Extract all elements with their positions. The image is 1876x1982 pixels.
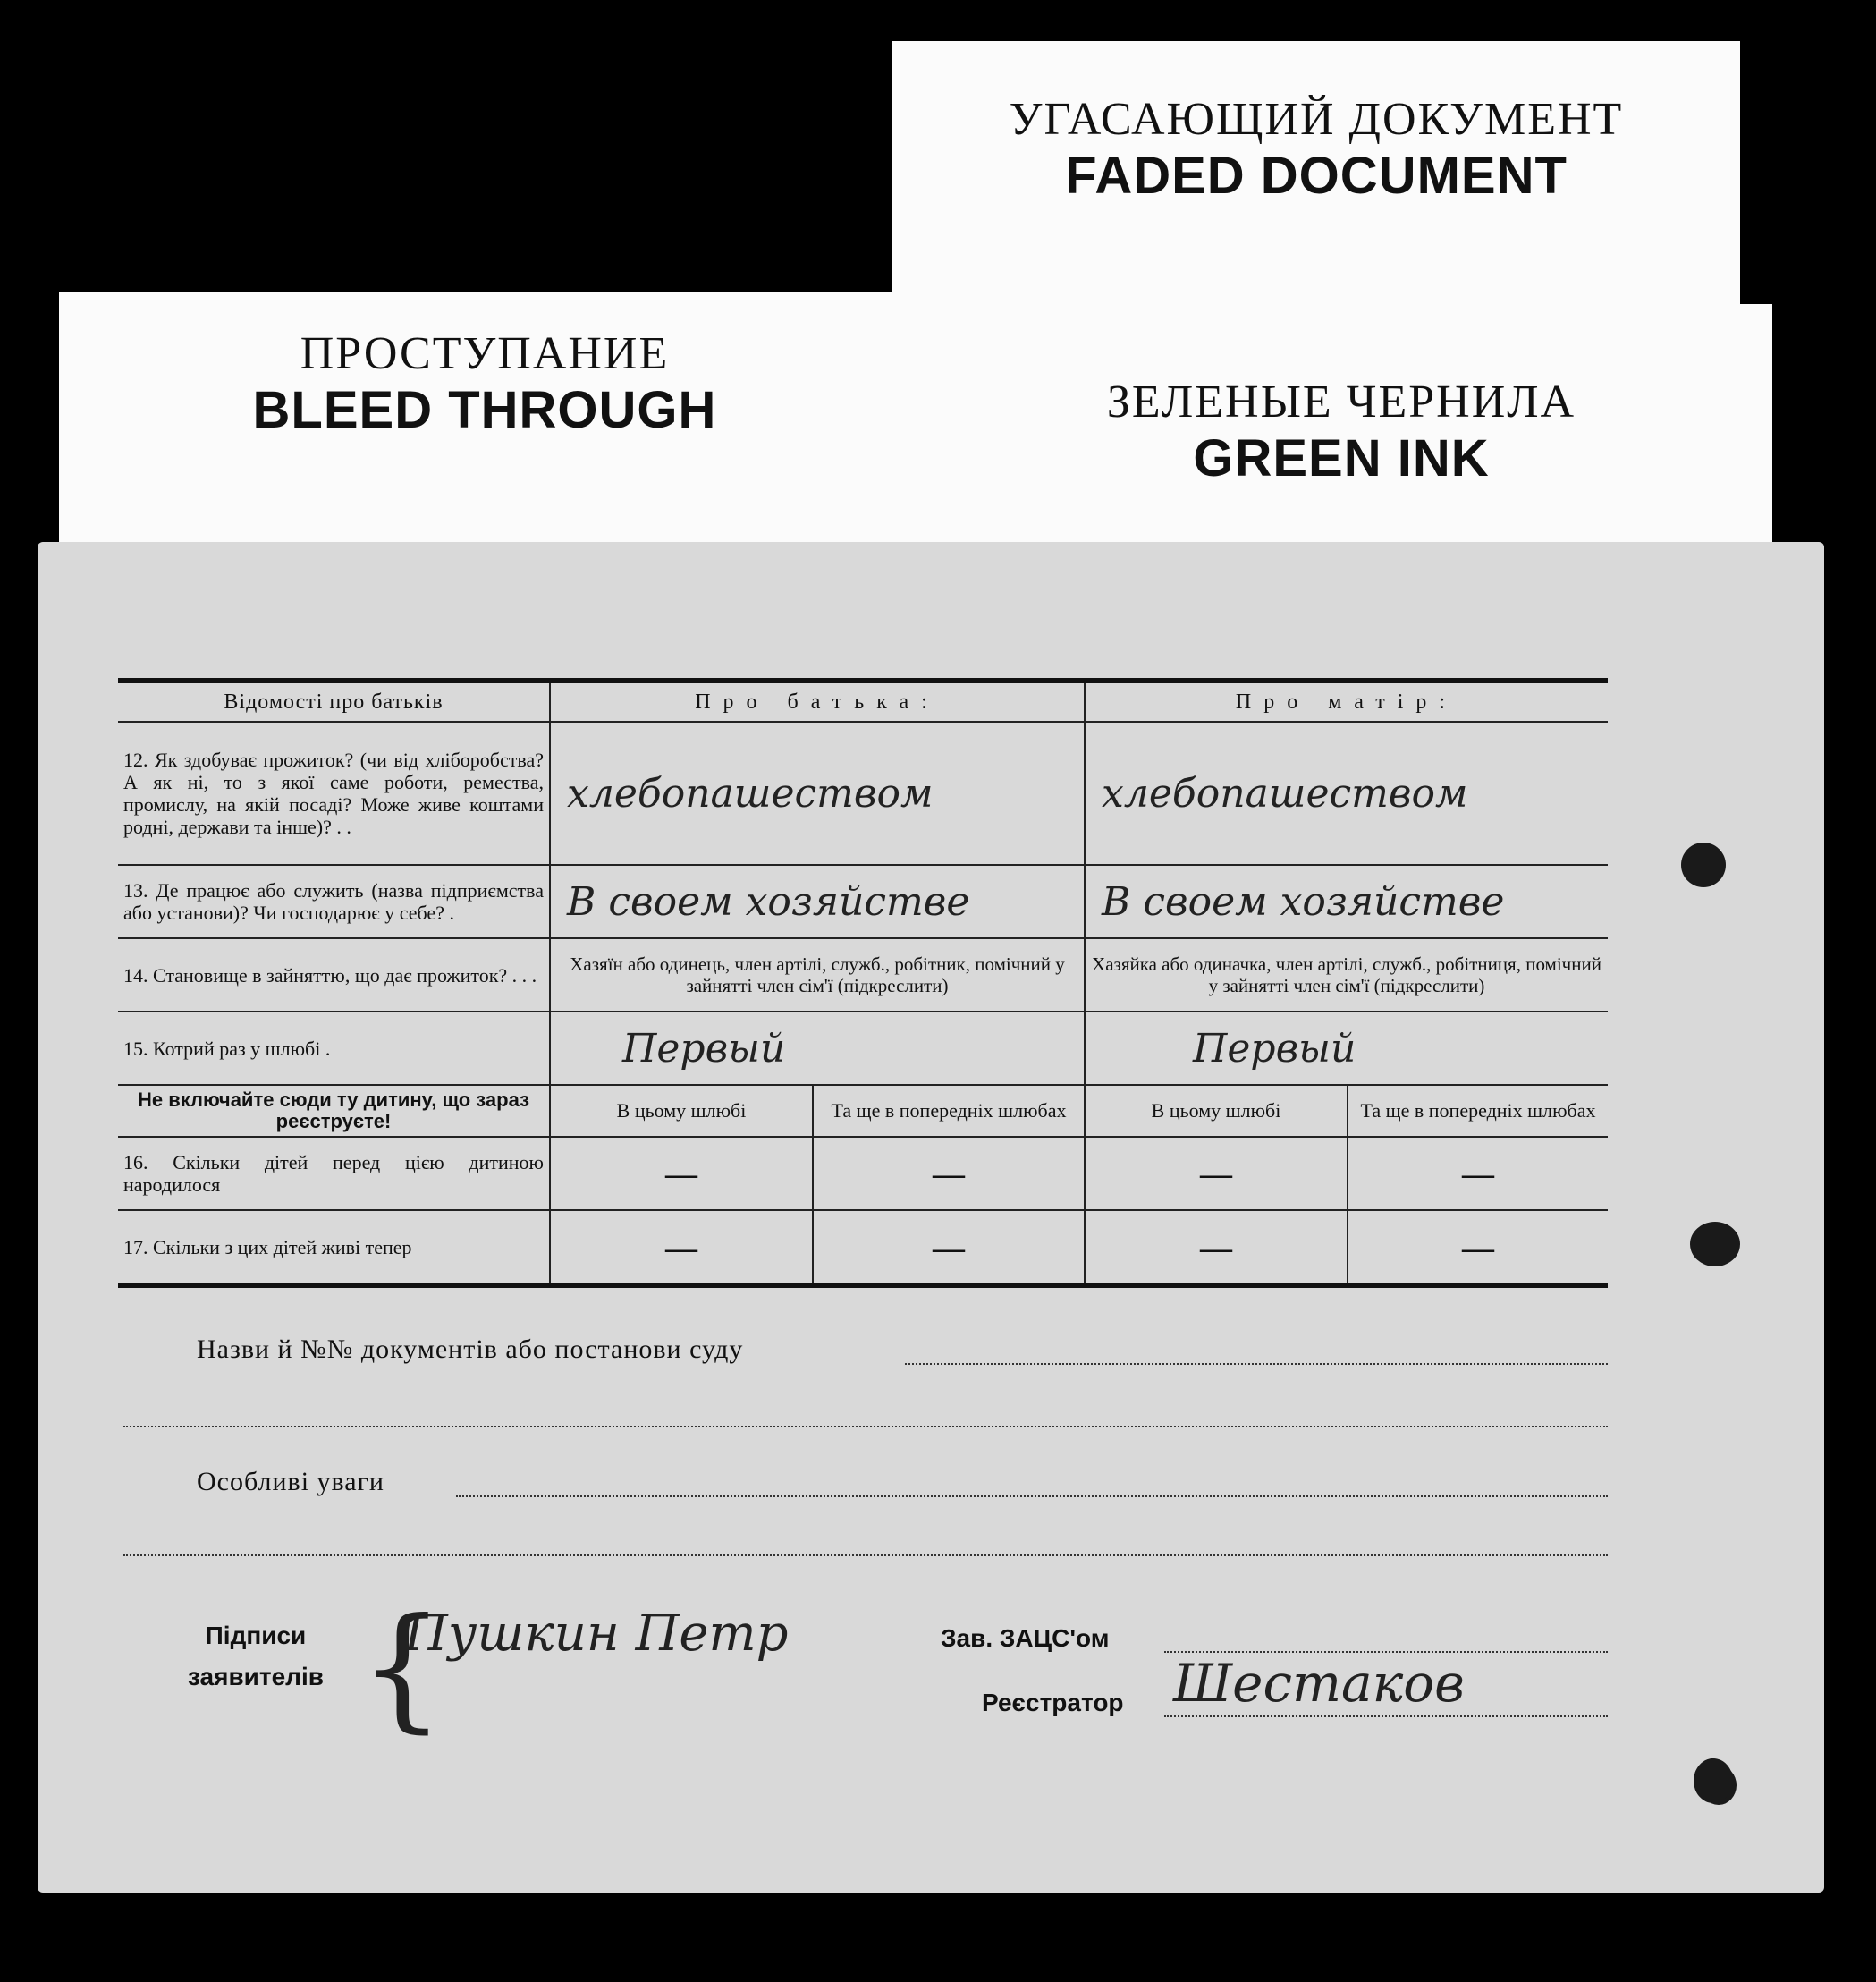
punch-hole (1694, 1758, 1733, 1803)
q12-label: 12. Як здобуває прожиток? (чи від хліборобства? А як ні, то з якої саме роботи, ремества, промислу, на якій посаді? Може живе коштами родні, держави та інше)? . . (123, 749, 544, 838)
q17-v2: — (813, 1210, 1085, 1283)
slip-bleed-en: BLEED THROUGH (252, 381, 717, 439)
header-mother: Про матір: (1085, 683, 1608, 722)
header-father: Про батька: (550, 683, 1085, 722)
row-note (118, 1085, 1608, 1137)
slip-faded-en: FADED DOCUMENT (1065, 147, 1568, 205)
registrar-line (1164, 1715, 1608, 1717)
applicant-signature: Пушкин Петр (404, 1605, 789, 1663)
q16-v3: — (1085, 1137, 1348, 1210)
q16-v1: — (550, 1137, 813, 1210)
remarks-line-2 (123, 1554, 1608, 1556)
signature-label-line2: заявителів (188, 1663, 324, 1690)
slip-green-ru: ЗЕЛЕНЫЕ ЧЕРНИЛА (1106, 377, 1576, 428)
q14-father: Хазяїн або одинець, член артілі, служб., робітник, помічний у зайнятті член сім'ї (підкреслити) (550, 938, 1085, 1012)
bleed-through-slip (59, 292, 910, 560)
brace-icon: { (359, 1590, 445, 1746)
remarks-label: Особливі уваги (197, 1467, 384, 1496)
q14-label: 14. Становище в зайняттю, що дає прожиток? . . . (123, 963, 537, 987)
applicants-signature-label (188, 1615, 324, 1698)
q16-label: 16. Скільки дітей перед цією дитиною народилося (123, 1151, 544, 1196)
zags-head-label: Зав. ЗАЦС'ом (941, 1624, 1110, 1652)
q13-mother: В своем хозяйстве (1085, 865, 1608, 938)
q15-father: Первый (550, 1012, 1085, 1085)
q16-v4: — (1348, 1137, 1608, 1210)
q15-mother: Первый (1085, 1012, 1608, 1085)
documents-line-2 (123, 1426, 1608, 1427)
green-ink-slip (910, 304, 1772, 551)
documents-line (905, 1363, 1608, 1365)
slip-green-en: GREEN INK (1193, 429, 1490, 487)
q17-v3: — (1085, 1210, 1348, 1283)
q13-label: 13. Де працює або служить (назва підприємства або установи)? Чи господарює у себе? . (123, 879, 544, 924)
father-prev-marriages: Та ще в попередніх шлюбах (813, 1085, 1085, 1137)
q12-mother: хлебопашеством (1085, 722, 1608, 865)
header-parents: Відомості про батьків (224, 690, 444, 714)
signature-label-line1: Підписи (205, 1622, 307, 1649)
remarks-line (456, 1495, 1608, 1497)
row-q13 (118, 865, 1608, 938)
row-q15 (118, 1012, 1608, 1085)
slip-bleed-ru: ПРОСТУПАНИЕ (300, 328, 670, 379)
faded-document-slip (892, 41, 1740, 309)
q15-label: 15. Котрий раз у шлюбі . (123, 1037, 331, 1060)
row-q17 (118, 1210, 1608, 1283)
documents-label: Назви й №№ документів або постанови суду (197, 1334, 744, 1364)
punch-hole (1690, 1222, 1740, 1266)
mother-this-marriage: В цьому шлюбі (1085, 1085, 1348, 1137)
mother-prev-marriages: Та ще в попередніх шлюбах (1348, 1085, 1608, 1137)
row-q12 (118, 722, 1608, 865)
registrar-signature: Шестаков (1173, 1653, 1465, 1714)
row-q16 (118, 1137, 1608, 1210)
registration-card (38, 542, 1824, 1893)
slip-faded-ru: УГАСАЮЩИЙ ДОКУМЕНТ (1009, 94, 1624, 145)
q14-mother: Хазяйка або одиначка, член артілі, служб., робітниця, помічний у зайнятті член сім'ї (підкреслити) (1085, 938, 1608, 1012)
parents-info-table (118, 678, 1608, 1288)
table-header (118, 683, 1608, 722)
father-this-marriage: В цьому шлюбі (550, 1085, 813, 1137)
note-label: Не включайте сюди ту дитину, що зараз реєструєте! (137, 1088, 530, 1132)
row-q14 (118, 938, 1608, 1012)
registrar-label: Реєстратор (982, 1689, 1124, 1716)
punch-hole (1681, 843, 1726, 887)
q16-v2: — (813, 1137, 1085, 1210)
q13-father: В своем хозяйстве (550, 865, 1085, 938)
q17-v4: — (1348, 1210, 1608, 1283)
q17-label: 17. Скільки з цих дітей живі тепер (123, 1236, 412, 1258)
q12-father: хлебопашеством (550, 722, 1085, 865)
q17-v1: — (550, 1210, 813, 1283)
